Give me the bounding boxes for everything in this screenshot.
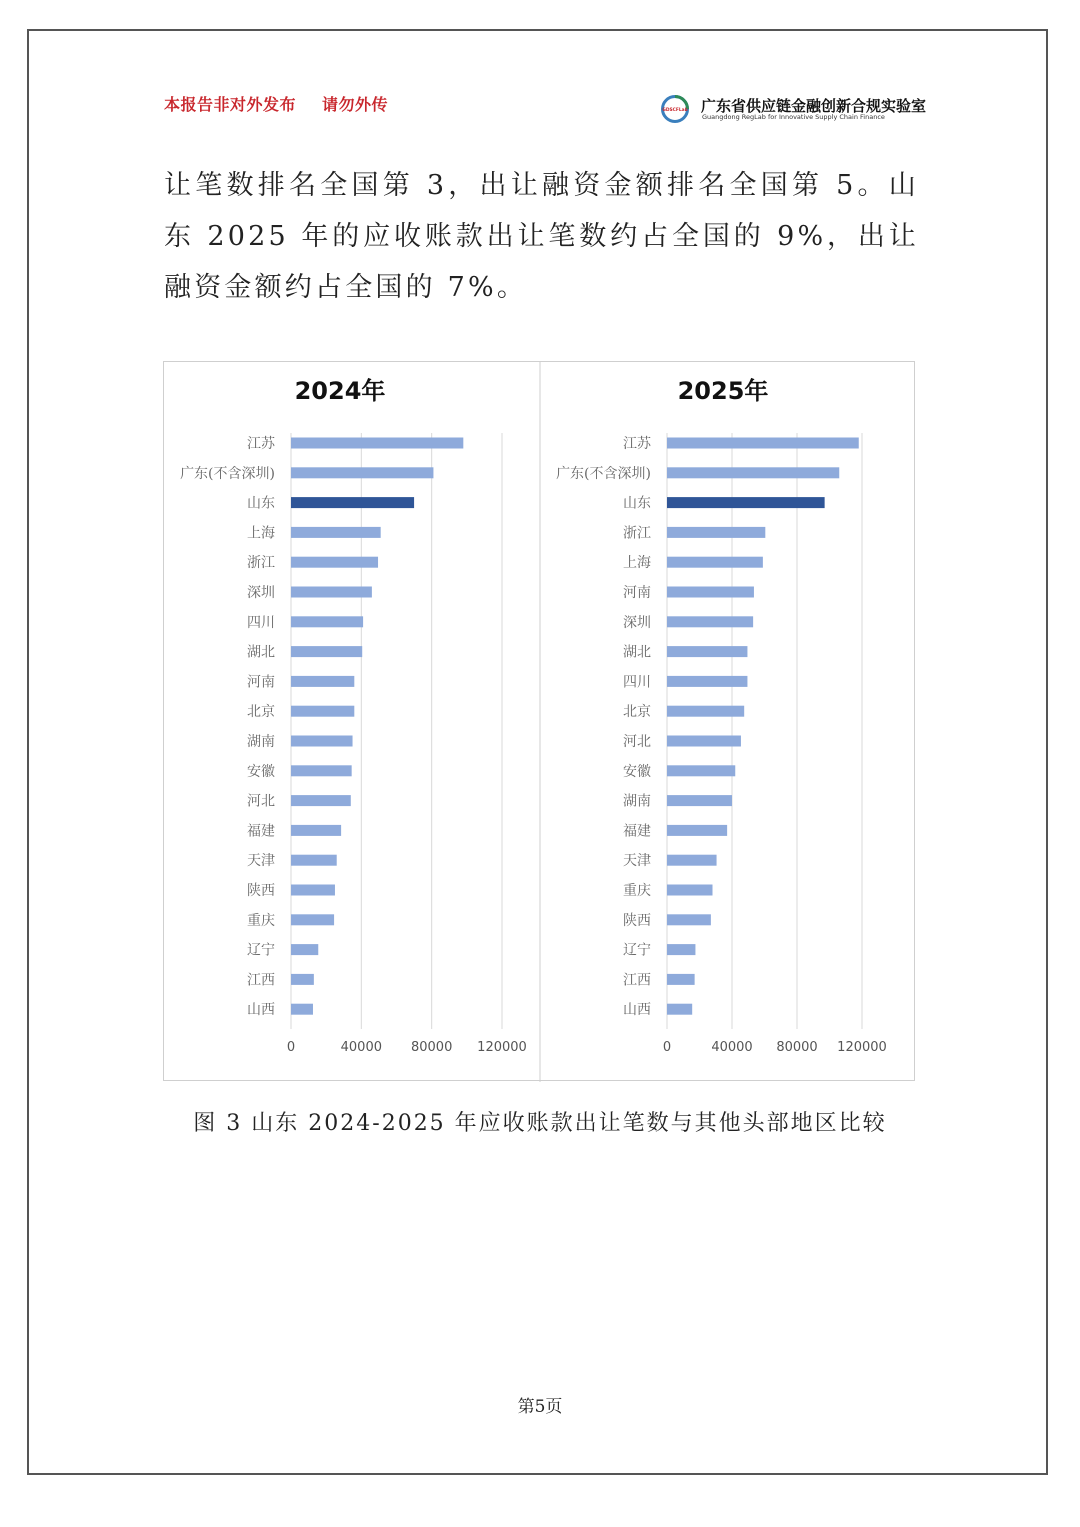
page-number: 第5页	[517, 1397, 563, 1417]
bar	[667, 855, 717, 866]
category-label: 四川	[247, 614, 275, 631]
bar	[291, 438, 463, 449]
category-label: 天津	[623, 853, 651, 870]
category-label: 山西	[623, 1002, 651, 1019]
category-label: 山西	[247, 1002, 275, 1019]
category-label: 福建	[623, 823, 651, 840]
bar	[291, 795, 351, 806]
logo-title: 广东省供应链金融创新合规实验室	[701, 97, 927, 115]
bar	[667, 438, 859, 449]
category-label: 四川	[623, 674, 651, 691]
bar	[291, 557, 378, 568]
category-label: 辽宁	[247, 942, 275, 959]
x-tick-label: 120000	[477, 1040, 527, 1055]
category-label: 山东	[623, 495, 651, 512]
bar	[291, 736, 353, 747]
bar	[291, 467, 433, 478]
category-label: 辽宁	[623, 942, 651, 959]
bar	[667, 944, 695, 955]
bar	[291, 885, 335, 896]
logo-badge-text: GDSCFLab	[662, 107, 688, 113]
bar	[291, 974, 314, 985]
category-label: 浙江	[247, 555, 275, 572]
bar	[667, 885, 713, 896]
category-label: 江西	[623, 972, 651, 989]
category-label: 江西	[247, 972, 275, 989]
category-label: 湖南	[247, 734, 275, 750]
bar	[291, 1004, 313, 1015]
category-label: 上海	[247, 525, 275, 542]
bar	[667, 825, 727, 836]
bar	[291, 914, 334, 925]
category-label: 江苏	[623, 436, 651, 452]
category-label: 河北	[623, 734, 651, 750]
bar	[291, 676, 354, 687]
bar	[667, 765, 735, 776]
logo-subtitle: Guangdong RegLab for Innovative Supply Chain Finance	[702, 113, 885, 121]
x-tick-label: 0	[662, 1040, 672, 1055]
bar	[667, 914, 711, 925]
category-label: 湖北	[623, 644, 651, 661]
notice-right: 请勿外传	[322, 95, 389, 114]
x-tick-label: 40000	[340, 1040, 383, 1055]
category-label: 浙江	[623, 525, 651, 542]
bar	[667, 527, 765, 538]
bar	[291, 944, 318, 955]
category-label: 湖南	[623, 793, 651, 810]
category-label: 上海	[623, 555, 651, 572]
bar	[667, 557, 763, 568]
bar	[291, 855, 337, 866]
bar	[667, 587, 754, 598]
category-label: 深圳	[247, 585, 275, 601]
category-label: 重庆	[247, 912, 275, 929]
category-label: 河南	[247, 674, 275, 691]
bar	[667, 467, 839, 478]
logo-emblem-icon	[660, 94, 690, 124]
bar	[667, 706, 744, 717]
bar	[291, 587, 372, 598]
body-paragraph: 让笔数排名全国第 3，出让融资金额排名全国第 5。山东 2025 年的应收账款出让笔数约占全国的 9%，出让融资金额约占全国的 7%。	[164, 170, 919, 303]
chart-title: 2025年	[677, 377, 769, 405]
category-label: 湖北	[247, 644, 275, 661]
bar	[667, 646, 747, 657]
bar	[291, 825, 341, 836]
chart-figure	[163, 361, 915, 1081]
category-label: 重庆	[623, 883, 651, 899]
category-label: 天津	[247, 853, 275, 870]
notice-left: 本报告非对外发布	[164, 95, 297, 114]
figure-caption: 图 3 山东 2024-2025 年应收账款出让笔数与其他头部地区比较	[193, 1111, 887, 1136]
bar-highlight	[667, 497, 825, 508]
lab-logo	[660, 94, 927, 128]
category-label: 北京	[247, 704, 275, 721]
category-label: 山东	[247, 495, 275, 512]
category-label: 福建	[247, 823, 275, 840]
category-label: 河南	[623, 585, 651, 601]
bar-highlight	[291, 497, 414, 508]
bar	[667, 974, 695, 985]
category-label: 广东(不含深圳)	[180, 465, 275, 482]
bar	[667, 676, 747, 687]
bar	[291, 765, 352, 776]
bar	[667, 795, 732, 806]
x-tick-label: 80000	[776, 1040, 818, 1055]
x-tick-label: 120000	[837, 1040, 887, 1055]
confidential-notice	[164, 92, 388, 115]
bar	[667, 736, 741, 747]
x-tick-label: 80000	[410, 1040, 453, 1055]
chart-title: 2024年	[294, 377, 386, 405]
bar	[291, 706, 354, 717]
chart-svg	[164, 362, 916, 1082]
category-label: 安徽	[247, 763, 275, 780]
category-label: 安徽	[623, 763, 651, 780]
category-label: 陕西	[247, 883, 275, 899]
category-label: 陕西	[623, 912, 651, 929]
category-label: 河北	[247, 793, 275, 810]
category-label: 江苏	[247, 436, 275, 452]
bar	[291, 616, 363, 627]
x-tick-label: 0	[286, 1040, 296, 1055]
bar	[667, 616, 753, 627]
x-tick-label: 40000	[711, 1040, 753, 1055]
category-label: 深圳	[623, 614, 651, 631]
category-label: 北京	[623, 704, 651, 721]
bar	[291, 527, 381, 538]
bar	[667, 1004, 692, 1015]
bar	[291, 646, 362, 657]
category-label: 广东(不含深圳)	[556, 465, 651, 482]
